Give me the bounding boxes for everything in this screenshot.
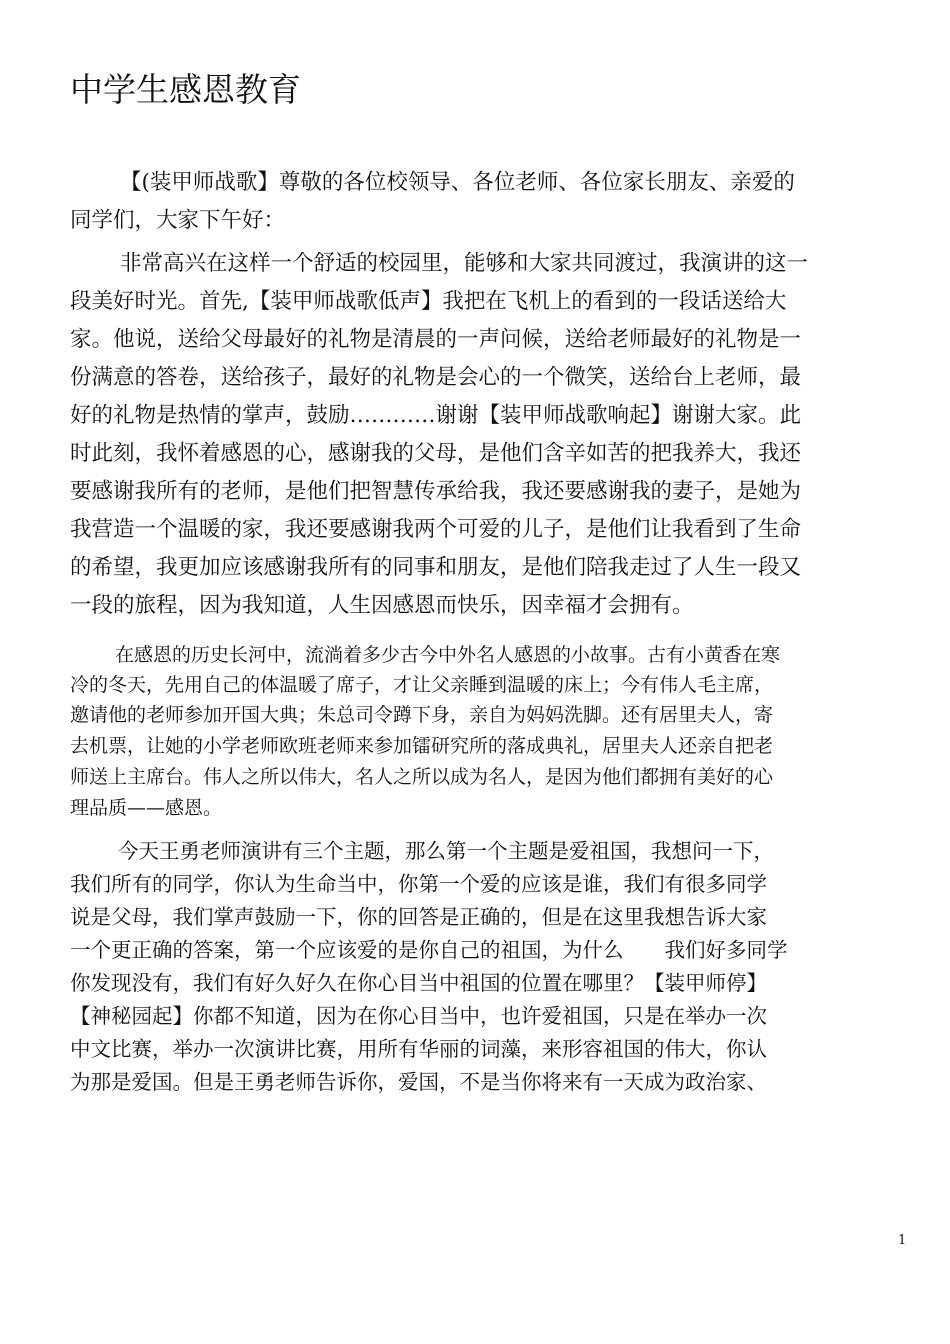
text-line: 【神秘园起】你都不知道，因为在你心目当中，也许爱祖国，只是在举办一次 — [70, 1004, 767, 1028]
text-line: 好的礼物是热情的掌声，鼓励…………谢谢【装甲师战歌响起】谢谢大家。此 — [70, 403, 802, 428]
text-line: 要感谢我所有的老师，是他们把智慧传承给我，我还要感谢我的妻子，是她为 — [70, 479, 802, 504]
text-line: 我营造一个温暖的家，我还要感谢我两个可爱的儿子，是他们让我看到了生命 — [70, 517, 802, 542]
text-line: 你发现没有，我们有好久好久在你心目当中祖国的位置在哪里？【装甲师停】 — [70, 971, 767, 995]
text-line: 家。他说，送给父母最好的礼物是清晨的一声问候，送给老师最好的礼物是一 — [70, 327, 802, 352]
text-line: 中文比赛，举办一次演讲比赛，用所有华丽的词藻，来形容祖国的伟大，你认 — [70, 1037, 767, 1061]
document-title: 中学生感恩教育 — [70, 70, 301, 109]
text-line: 时此刻，我怀着感恩的心，感谢我的父母，是他们含辛如苦的把我养大，我还 — [70, 441, 802, 466]
text-line: 冷的冬天，先用自己的体温暖了席子，才让父亲睡到温暖的床上；今有伟人毛主席， — [70, 674, 774, 696]
text-line: 非常高兴在这样一个舒适的校园里，能够和大家共同渡过，我演讲的这一 — [120, 251, 809, 276]
text-line: 在感恩的历史长河中，流淌着多少古今中外名人感恩的小故事。古有小黄香在寒 — [115, 644, 781, 666]
text-line: 为那是爱国。但是王勇老师告诉你，爱国，不是当你将来有一天成为政治家、 — [70, 1070, 767, 1094]
text-line: 份满意的答卷，送给孩子，最好的礼物是会心的一个微笑，送给台上老师，最 — [70, 365, 802, 390]
text-line: 今天王勇老师演讲有三个主题，那么第一个主题是爱祖国，我想问一下， — [118, 839, 774, 863]
text-line: 师送上主席台。伟人之所以伟大，名人之所以成为名人，是因为他们都拥有美好的心 — [70, 766, 774, 788]
page-number: 1 — [898, 1233, 907, 1248]
text-line: 邀请他的老师参加开国大典；朱总司令蹲下身，亲自为妈妈洗脚。还有居里夫人，寄 — [70, 704, 774, 726]
text-line: 段美好时光。首先,【装甲师战歌低声】我把在飞机上的看到的一段话送给大 — [70, 289, 787, 314]
text-line: 我们所有的同学，你认为生命当中，你第一个爱的应该是谁，我们有很多同学 — [70, 872, 767, 896]
text-line: 说是父母，我们掌声鼓励一下，你的回答是正确的，但是在这里我想告诉大家 — [70, 905, 767, 929]
text-line: 一个更正确的答案，第一个应该爱的是你自己的祖国，为什么 我们好多同学 — [70, 938, 788, 962]
text-line: 的希望，我更加应该感谢我所有的同事和朋友，是他们陪我走过了人生一段又 — [70, 555, 802, 580]
text-line: 同学们，大家下午好： — [70, 208, 286, 233]
text-line: 【(装甲师战歌】尊敬的各位校领导、各位老师、各位家长朋友、亲爱的 — [120, 170, 795, 195]
text-line: 去机票，让她的小学老师欧班老师来参加镭研究所的落成典礼，居里夫人还亲自把老 — [70, 735, 774, 757]
text-line: 理品质——感恩。 — [70, 797, 223, 819]
text-line: 一段的旅程，因为我知道，人生因感恩而快乐，因幸福才会拥有。 — [70, 593, 694, 618]
